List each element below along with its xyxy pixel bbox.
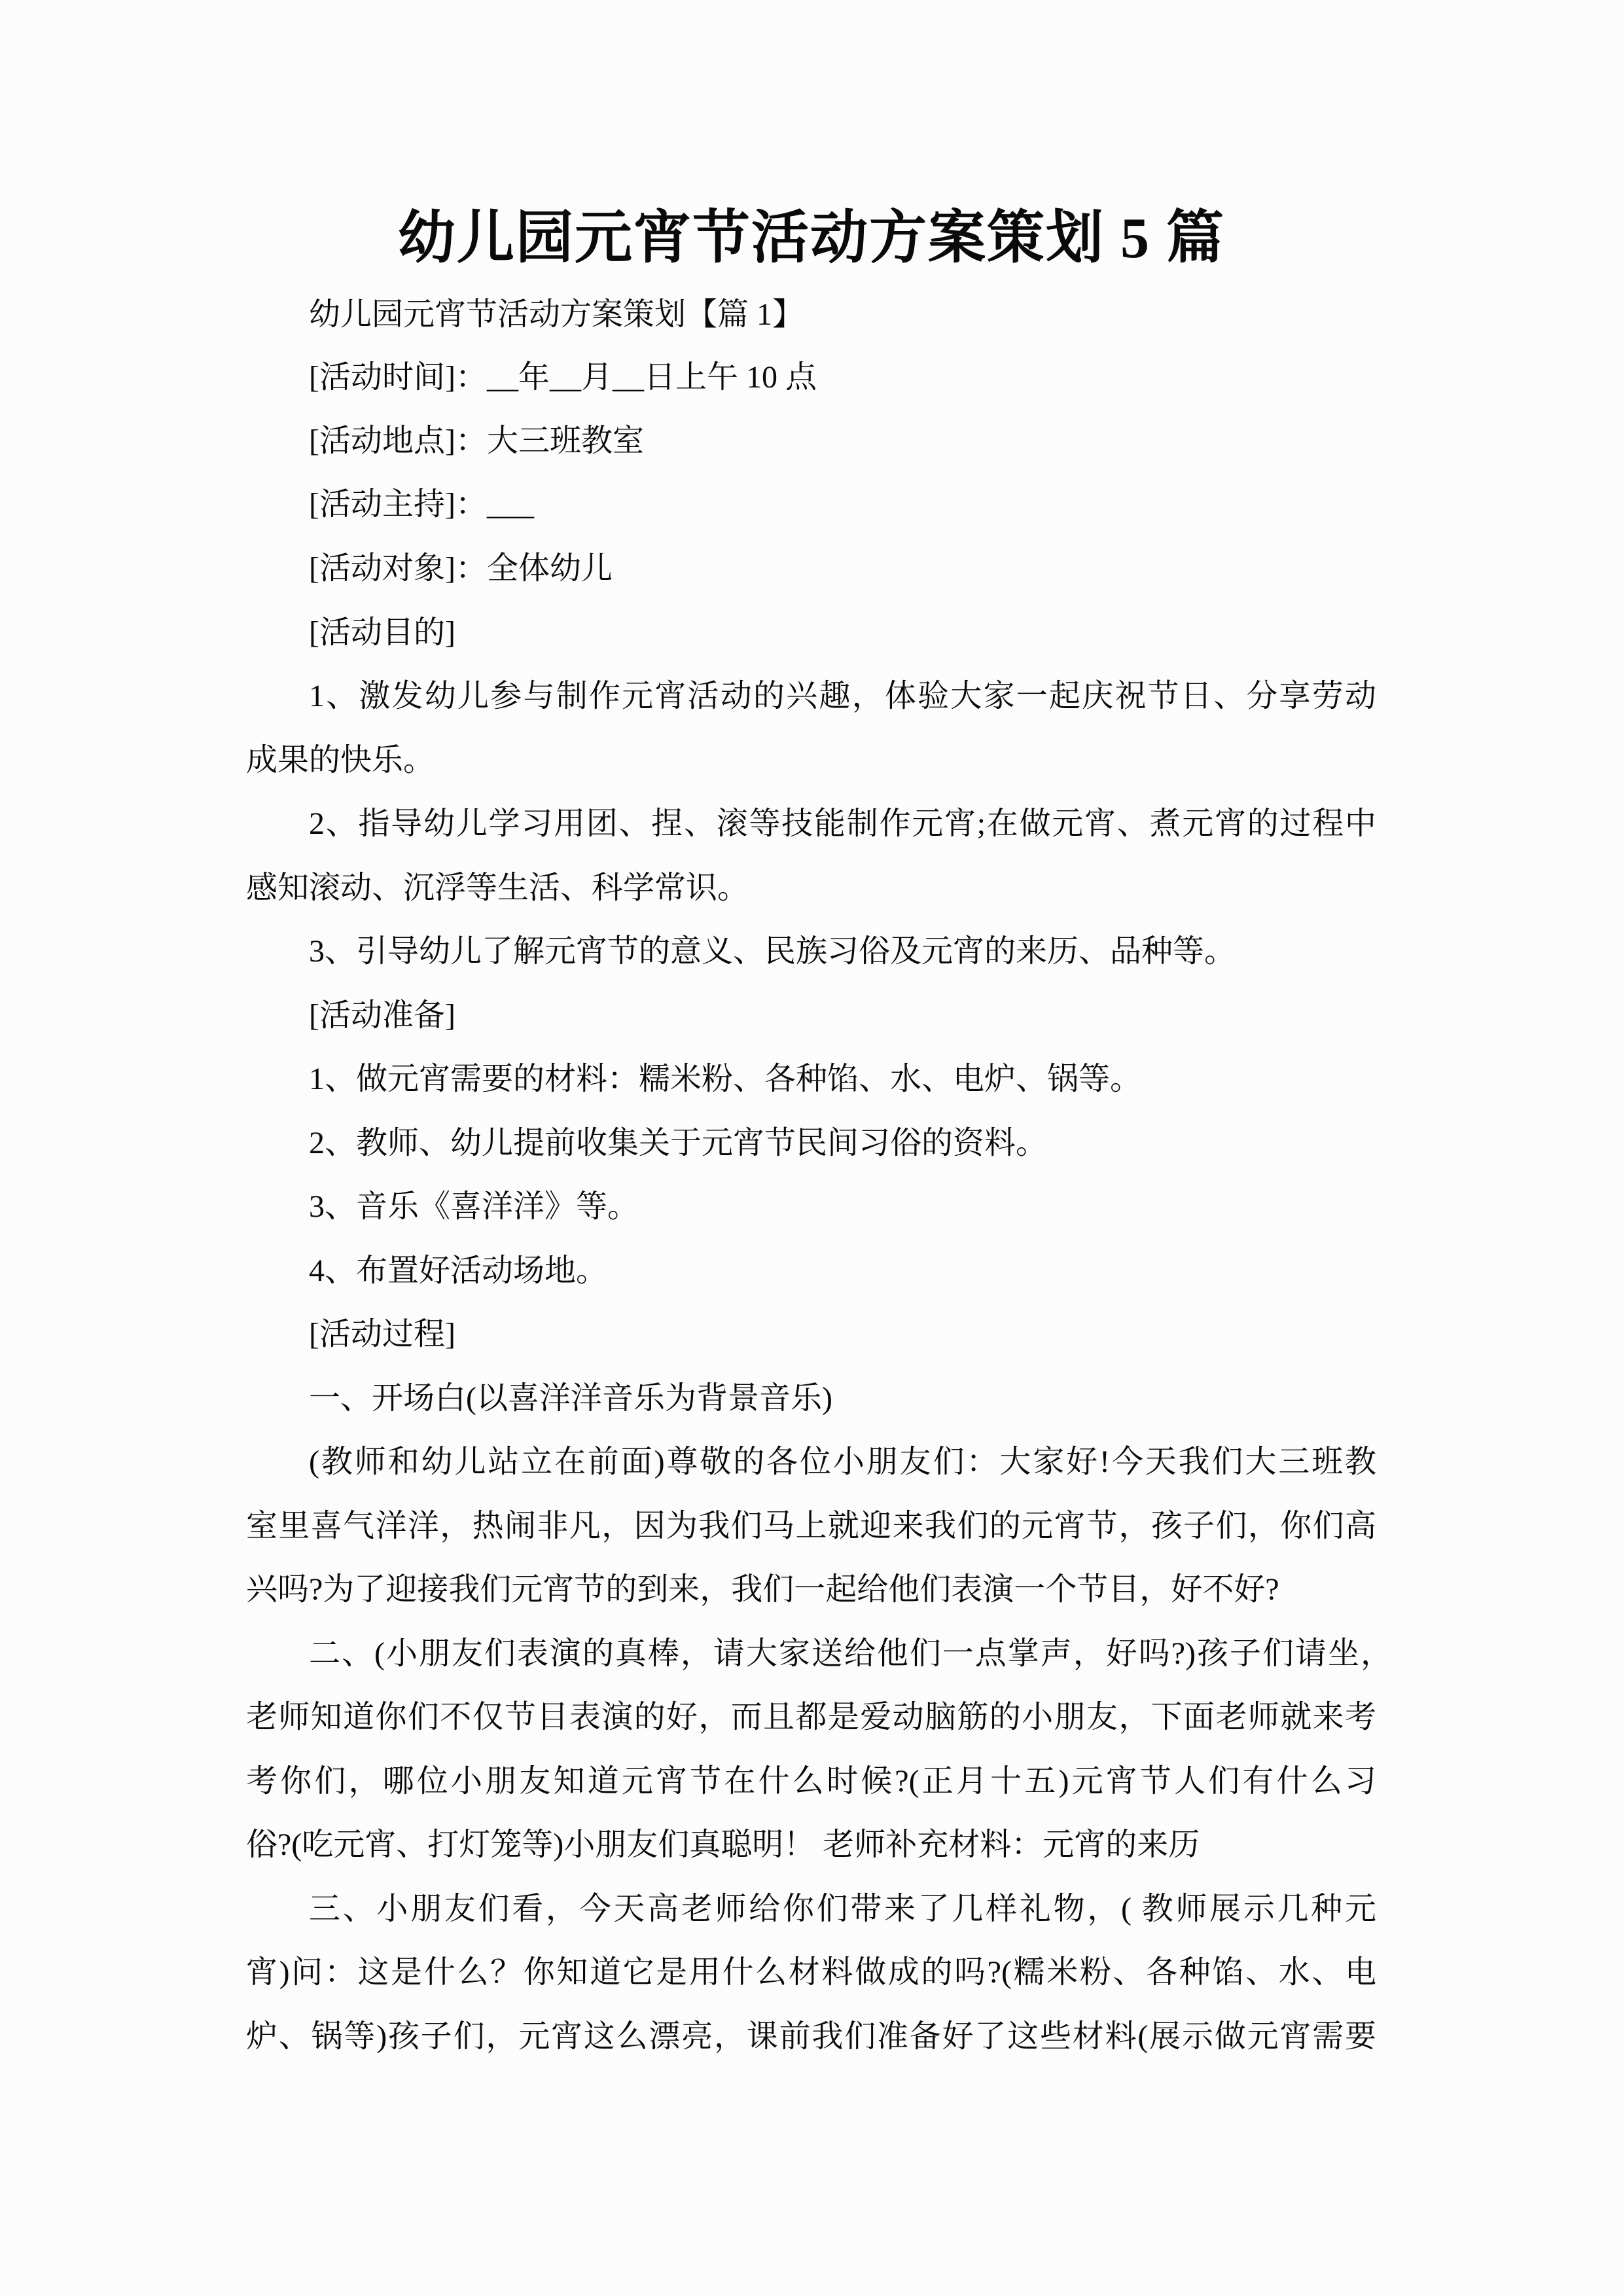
paragraph-line: 成果的快乐。: [246, 743, 435, 778]
paragraph-line: 1、激发幼儿参与制作元宵活动的兴趣，体验大家一起庆祝节日、分享劳动: [309, 679, 1376, 713]
paragraph-line: 2、指导幼儿学习用团、捏、滚等技能制作元宵;在做元宵、煮元宵的过程中: [309, 806, 1376, 841]
prep-heading: [活动准备]: [309, 998, 455, 1033]
paragraph-line: 二、(小朋友们表演的真棒，请大家送给他们一点掌声，好吗?)孩子们请坐，: [309, 1636, 1392, 1671]
paragraph-line: 俗?(吃元宵、打灯笼等)小朋友们真聪明！ 老师补充材料：元宵的来历: [246, 1827, 1200, 1862]
paragraph-line: 感知滚动、沉浮等生活、科学常识。: [246, 870, 749, 905]
activity-target: [活动对象]：全体幼儿: [309, 551, 613, 586]
paragraph-line: 宵)问：这是什么？你知道它是用什么材料做成的吗?(糯米粉、各种馅、水、电: [246, 1955, 1376, 1990]
document-title: 幼儿园元宵节活动方案策划 5 篇: [397, 207, 1225, 270]
paragraph-line: 炉、锅等)孩子们，元宵这么漂亮，课前我们准备好了这些材料(展示做元宵需要: [246, 2019, 1376, 2054]
paragraph-line: 一、开场白(以喜洋洋音乐为背景音乐): [309, 1381, 832, 1416]
paragraph-line: 考你们，哪位小朋友知道元宵节在什么时候?(正月十五)元宵节人们有什么习: [246, 1764, 1376, 1799]
paragraph-line: 3、音乐《喜洋洋》等。: [309, 1189, 639, 1224]
paragraph-line: 2、教师、幼儿提前收集关于元宵节民间习俗的资料。: [309, 1126, 1048, 1160]
paragraph-line: 三、小朋友们看，今天高老师给你们带来了几样礼物，( 教师展示几种元: [309, 1892, 1376, 1926]
paragraph-line: 4、布置好活动场地。: [309, 1253, 608, 1288]
activity-host: [活动主持]：___: [309, 487, 534, 522]
paragraph-line: 室里喜气洋洋，热闹非凡，因为我们马上就迎来我们的元宵节，孩子们，你们高: [246, 1509, 1376, 1543]
section-heading: 幼儿园元宵节活动方案策划【篇 1】: [309, 297, 804, 332]
goals-heading: [活动目的]: [309, 615, 455, 650]
paragraph-line: 兴吗?为了迎接我们元宵节的到来，我们一起给他们表演一个节目，好不好?: [246, 1572, 1279, 1607]
paragraph-line: 3、引导幼儿了解元宵节的意义、民族习俗及元宵的来历、品种等。: [309, 934, 1236, 969]
paragraph-line: (教师和幼儿站立在前面)尊敬的各位小朋友们：大家好!今天我们大三班教: [309, 1444, 1376, 1479]
paragraph-line: 1、做元宵需要的材料：糯米粉、各种馅、水、电炉、锅等。: [309, 1062, 1142, 1096]
paragraph-line: 老师知道你们不仅节目表演的好，而且都是爱动脑筋的小朋友，下面老师就来考: [246, 1700, 1376, 1734]
activity-place: [活动地点]：大三班教室: [309, 423, 644, 458]
activity-time: [活动时间]：__年__月__日上午 10 点: [309, 360, 817, 395]
process-heading: [活动过程]: [309, 1317, 455, 1352]
